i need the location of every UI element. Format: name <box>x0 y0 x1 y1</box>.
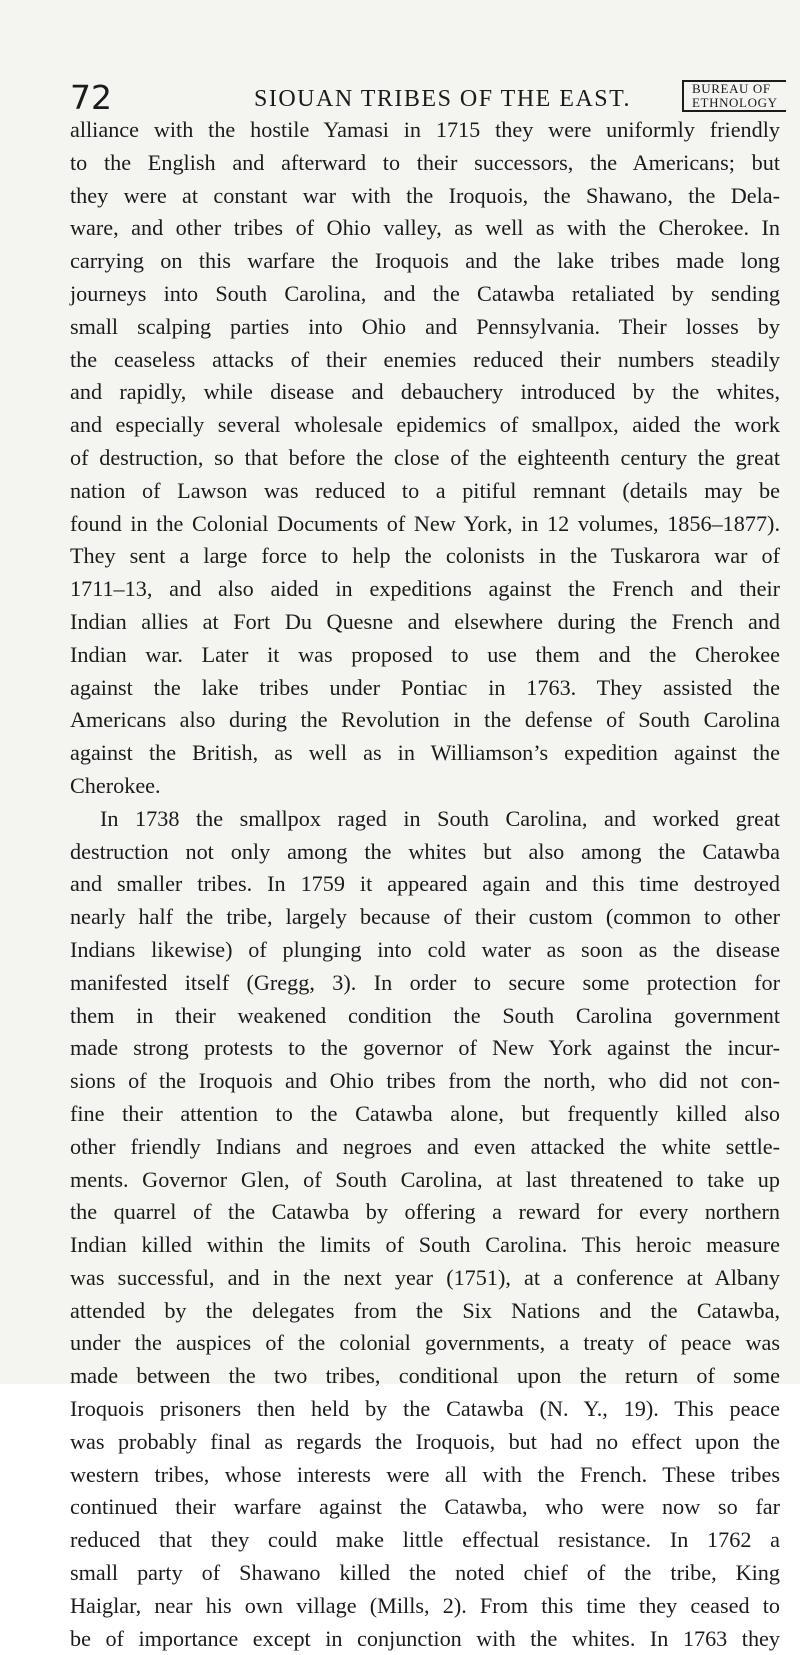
text-line: destruction not only among the whites but also among the Catawba <box>70 838 780 864</box>
text-line: 1711–13, and also aided in expeditions against the French and their <box>70 576 780 602</box>
text-line: sions of the Iroquois and Ohio tribes from the north, who did not con- <box>70 1068 780 1094</box>
text-line: and smaller tribes. In 1759 it appeared again and this time destroyed <box>70 871 780 897</box>
text-line: ware, and other tribes of Ohio valley, as well as with the Cherokee. In <box>70 215 780 241</box>
text-line: the quarrel of the Catawba by offering a reward for every northern <box>70 1199 780 1225</box>
text-line: found in the Colonial Documents of New York, in 12 volumes, 1856–1877). <box>70 510 780 536</box>
text-line: Indian killed within the limits of South Carolina. This heroic measure <box>70 1232 780 1258</box>
body-text <box>70 114 780 1655</box>
text-line: and rapidly, while disease and debauchery introduced by the whites, <box>70 379 780 405</box>
text-line: Indians likewise) of plunging into cold water as soon as the disease <box>70 936 780 962</box>
text-line: nation of Lawson was reduced to a pitiful remnant (details may be <box>70 477 780 503</box>
text-line: be of importance except in conjunction with the whites. In 1763 they <box>70 1625 780 1651</box>
text-line: Cherokee. <box>70 772 161 798</box>
text-line: western tribes, whose interests were all with the French. These tribes <box>70 1461 780 1487</box>
bureau-of-ethnology-label <box>682 80 786 112</box>
text-line: Iroquois prisoners then held by the Catawba (N. Y., 19). This peace <box>70 1396 780 1422</box>
text-line: to the English and afterward to their successors, the Americans; but <box>70 149 780 175</box>
text-line: nearly half the tribe, largely because of their custom (common to other <box>70 904 780 930</box>
text-line: journeys into South Carolina, and the Catawba retaliated by sending <box>70 280 780 306</box>
text-line: alliance with the hostile Yamasi in 1715 they were uniformly friendly <box>70 117 780 142</box>
bureau-line-1: BUREAU OF <box>692 81 771 96</box>
text-line: Indian allies at Fort Du Quesne and elsewhere during the French and <box>70 608 780 634</box>
page-header <box>70 72 786 117</box>
page-number: 72 <box>70 78 112 117</box>
text-line: and especially several wholesale epidemics of smallpox, aided the work <box>70 412 780 438</box>
text-line: was successful, and in the next year (1751), at a conference at Albany <box>70 1264 780 1290</box>
text-line: against the lake tribes under Pontiac in 1763. They assisted the <box>70 674 780 700</box>
text-line: they were at constant war with the Iroquois, the Shawano, the Dela- <box>70 182 780 208</box>
text-line: them in their weakened condition the South Carolina government <box>70 1002 780 1028</box>
text-line: Indian war. Later it was proposed to use them and the Cherokee <box>70 641 780 667</box>
paragraph-2 <box>70 803 780 1655</box>
text-line: fine their attention to the Catawba alone, but frequently killed also <box>70 1100 780 1126</box>
running-head: SIOUAN TRIBES OF THE EAST. <box>254 86 632 112</box>
text-line: reduced that they could make little effectual resistance. In 1762 a <box>70 1527 780 1553</box>
text-line: ments. Governor Glen, of South Carolina, at last threatened to take up <box>70 1166 780 1192</box>
text-line: manifested itself (Gregg, 3). In order to secure some protection for <box>70 969 780 995</box>
text-line: continued their warfare against the Catawba, who were now so far <box>70 1494 780 1520</box>
text-line: carrying on this warfare the Iroquois and the lake tribes made long <box>70 248 780 274</box>
text-line: was probably final as regards the Iroquois, but had no effect upon the <box>70 1428 780 1454</box>
text-line: against the British, as well as in Williamson’s expedition against the <box>70 740 780 766</box>
text-line: of destruction, so that before the close of the eighteenth century the great <box>70 444 780 470</box>
paragraph-1 <box>70 114 780 803</box>
text-line: attended by the delegates from the Six Nations and the Catawba, <box>70 1297 780 1323</box>
bureau-line-2: ETHNOLOGY <box>692 95 778 110</box>
text-line: Americans also during the Revolution in the defense of South Carolina <box>70 707 780 733</box>
text-line: other friendly Indians and negroes and even attacked the white settle- <box>70 1133 780 1159</box>
text-line: small party of Shawano killed the noted chief of the tribe, King <box>70 1560 780 1586</box>
text-line: under the auspices of the colonial governments, a treaty of peace was <box>70 1330 780 1356</box>
text-line: made strong protests to the governor of New York against the incur- <box>70 1035 780 1061</box>
text-line: They sent a large force to help the colonists in the Tuskarora war of <box>70 543 780 569</box>
text-line: Haiglar, near his own village (Mills, 2). From this time they ceased to <box>70 1592 780 1618</box>
text-line: In 1738 the smallpox raged in South Carolina, and worked great <box>100 805 780 831</box>
text-line: made between the two tribes, conditional upon the return of some <box>70 1363 780 1389</box>
text-line: the ceaseless attacks of their enemies reduced their numbers steadily <box>70 346 780 372</box>
text-line: small scalping parties into Ohio and Pennsylvania. Their losses by <box>70 313 780 339</box>
